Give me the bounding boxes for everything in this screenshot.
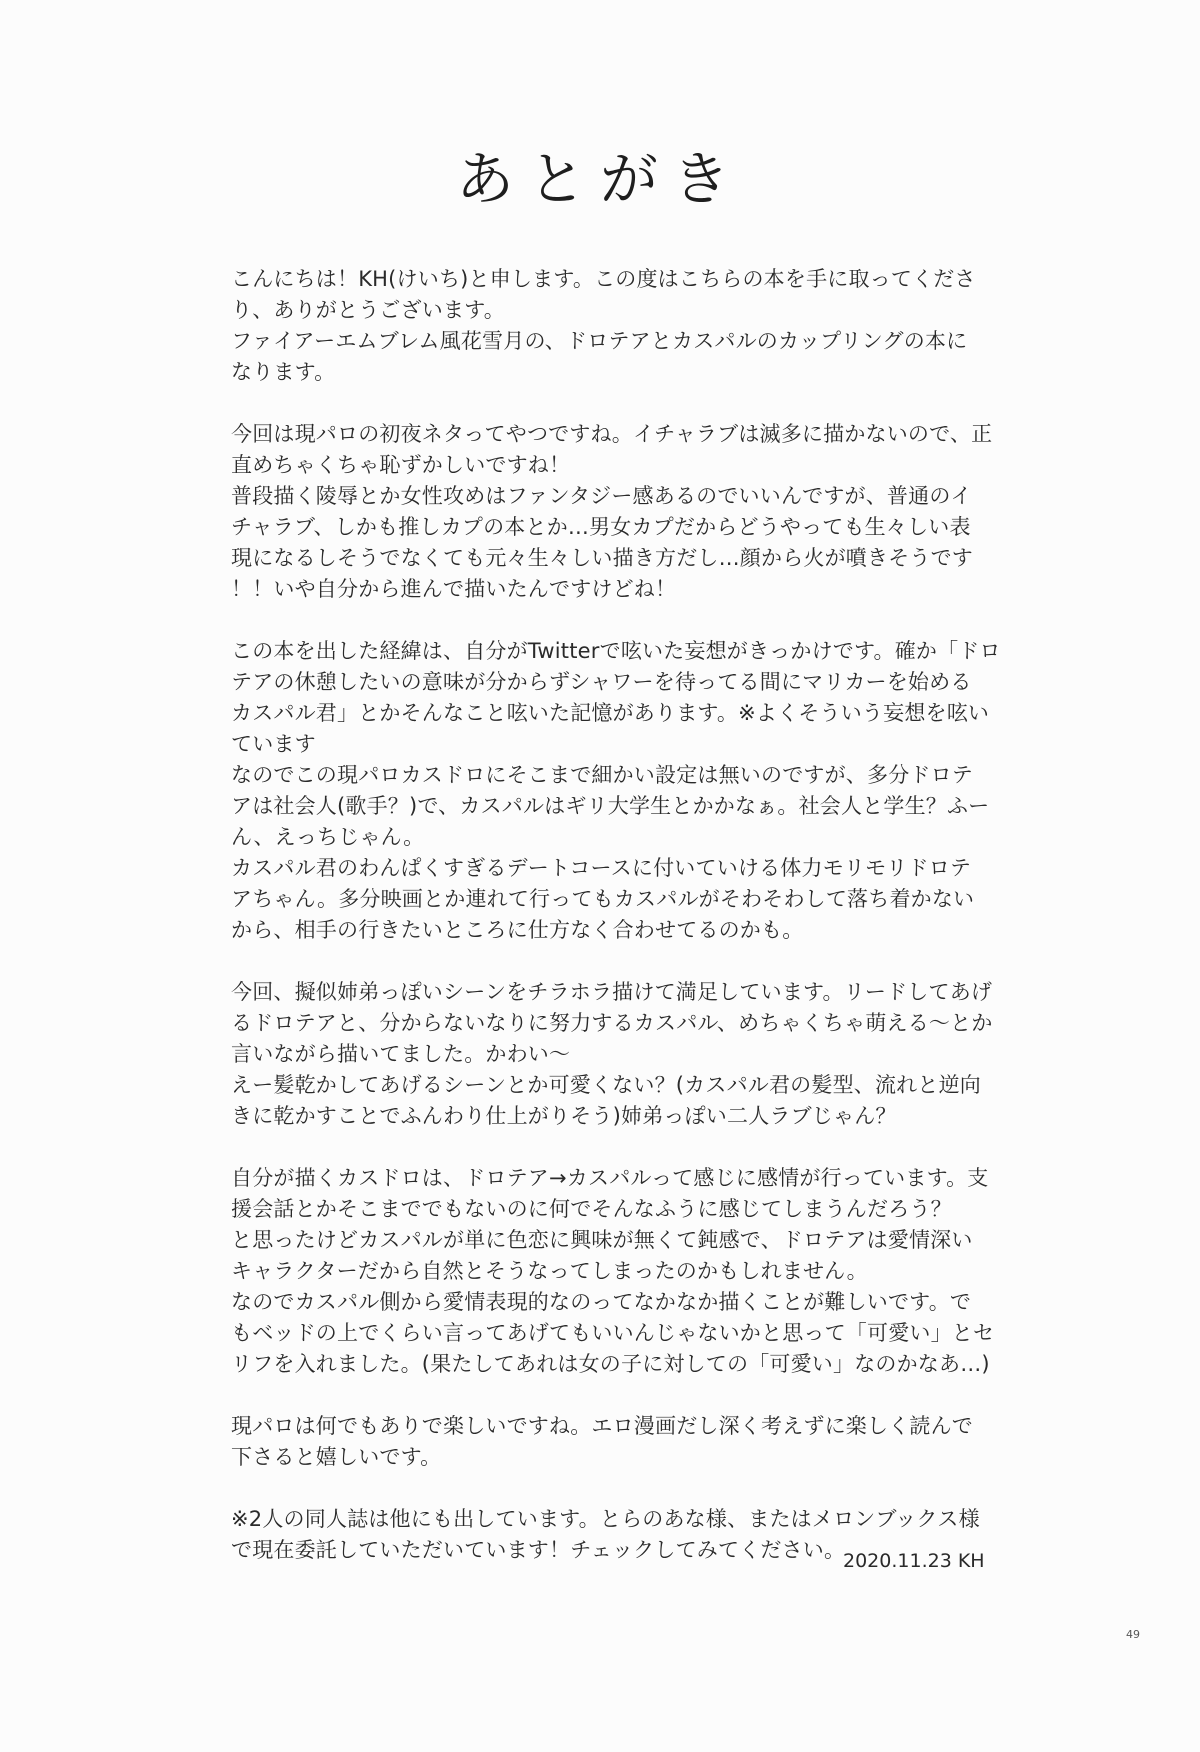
text-line: り、ありがとうございます。 (231, 298, 505, 322)
text-line: 言いながら描いてました。かわい〜 (231, 1042, 571, 1066)
text-line: 今回は現パロの初夜ネタってやつですね。イチャラブは滅多に描かないので、正 (231, 422, 993, 446)
text-line: 普段描く陵辱とか女性攻めはファンタジー感あるのでいいんですが、普通のイ (231, 484, 972, 508)
text-line: キャラクターだから自然とそうなってしまったのかもしれません。 (231, 1259, 868, 1283)
text-line: ※2人の同人誌は他にも出しています。とらのあな様、またはメロンブックス様 (231, 1507, 980, 1531)
text-line: 下さると嬉しいです。 (231, 1445, 442, 1469)
text-line: 直めちゃくちゃ恥ずかしいですね！ (231, 453, 571, 477)
paragraph (231, 419, 1001, 605)
text-line: きに乾かすことでふんわり仕上がりそう)姉弟っぽい二人ラブじゃん？ (231, 1104, 897, 1128)
text-line: ています (231, 732, 316, 756)
text-line: から、相手の行きたいところに仕方なく合わせてるのかも。 (231, 918, 804, 942)
text-line: カスパル君のわんぱくすぎるデートコースに付いていける体力モリモリドロテ (231, 856, 972, 880)
paragraph (231, 264, 1001, 388)
text-line: テアの休憩したいの意味が分からずシャワーを待ってる間にマリカーを始める (231, 670, 972, 694)
text-line: 自分が描くカスドロは、ドロテア→カスパルって感じに感情が行っています。支 (231, 1166, 989, 1190)
text-line: るドロテアと、分からないなりに努力するカスパル、めちゃくちゃ萌える〜とか (231, 1011, 993, 1035)
paragraph (231, 636, 1001, 946)
text-line: チャラブ、しかも推しカプの本とか…男女カプだからどうやっても生々しい表 (231, 515, 971, 539)
text-line: なのでこの現パロカスドロにそこまで細かい設定は無いのですが、多分ドロテ (231, 763, 973, 787)
text-line: 現パロは何でもありで楽しいですね。エロ漫画だし深く考えずに楽しく読んで (231, 1414, 973, 1438)
text-line: リフを入れました。(果たしてあれは女の子に対しての「可愛い」なのかなあ…) (231, 1352, 990, 1376)
text-line: ！！いや自分から進んで描いたんですけどね！ (231, 577, 677, 601)
text-line: こんにちは！KH(けいち)と申します。この度はこちらの本を手に取ってくださ (231, 267, 976, 291)
page-number: 49 (1126, 1628, 1140, 1641)
text-line: 援会話とかそこまででもないのに何でそんなふうに感じてしまうんだろう？ (231, 1197, 952, 1221)
afterword-body (231, 264, 1001, 1597)
text-line: ファイアーエムブレム風花雪月の、ドロテアとカスパルのカップリングの本に (231, 329, 968, 353)
text-line: ん、えっちじゃん。 (231, 825, 425, 849)
paragraph (231, 1411, 1001, 1473)
text-line: カスパル君」とかそんなこと呟いた記憶があります。※よくそういう妄想を呟い (231, 701, 990, 725)
text-line: なります。 (231, 360, 336, 384)
text-line: で現在委託していただいています！チェックしてみてください。 (231, 1538, 846, 1562)
text-line: 今回、擬似姉弟っぽいシーンをチラホラ描けて満足しています。リードしてあげ (231, 980, 993, 1004)
paragraph (231, 1163, 1001, 1380)
text-line: と思ったけどカスパルが単に色恋に興味が無くて鈍感で、ドロテアは愛情深い (231, 1228, 973, 1252)
text-line: 現になるしそうでなくても元々生々しい描き方だし…顔から火が噴きそうです (231, 546, 973, 570)
text-line: この本を出した経緯は、自分がTwitterで呟いた妄想がきっかけです。確か「ドロ (231, 639, 1001, 663)
page-title: あとがき (455, 145, 744, 213)
text-line: えー髪乾かしてあげるシーンとか可愛くない？(カスパル君の髪型、流れと逆向 (231, 1073, 981, 1097)
text-line: なのでカスパル側から愛情表現的なのってなかなか描くことが難しいです。で (231, 1290, 972, 1314)
paragraph (231, 977, 1001, 1132)
date-signature: 2020.11.23 KH (843, 1550, 985, 1572)
text-line: アは社会人(歌手？)で、カスパルはギリ大学生とかかなぁ。社会人と学生？ふー (231, 794, 990, 818)
text-line: もベッドの上でくらい言ってあげてもいいんじゃないかと思って「可愛い」とセ (231, 1321, 995, 1345)
text-line: アちゃん。多分映画とか連れて行ってもカスパルがそわそわして落ち着かない (231, 887, 975, 911)
